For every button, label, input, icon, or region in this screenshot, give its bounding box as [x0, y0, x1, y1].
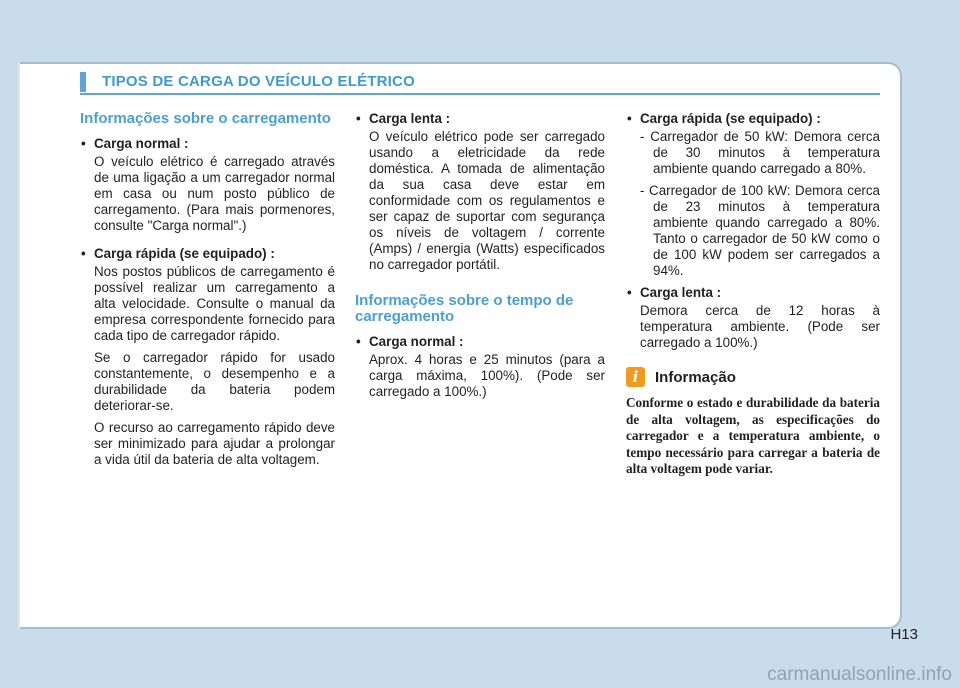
fast-charge-text-2: Se o carregador rápido for usado constantemente, o desempenho e a durabilidade da bateria podem deteriorar-se. [94, 350, 335, 413]
fast-charge-text-3: O recurso ao carregamento rápido deve ser minimizado para ajudar a prolongar a vida útil da bateria de alta voltagem. [94, 420, 335, 467]
heading-charging-info: Informações sobre o carregamento [80, 110, 331, 127]
normal-charge-time-text: Aprox. 4 horas e 25 minutos (para a carga máxima, 100%). (Pode ser carregado a 100%.) [369, 352, 605, 399]
column-1 [80, 111, 335, 474]
normal-charge-text: O veículo elétrico é carregado através de uma ligação a um carregador normal em casa ou num posto público de carregamento. (Para mais pormenores, consulte "Carga normal".) [94, 154, 335, 233]
info-title: Informação [655, 369, 736, 386]
watermark: carmanualsonline.info [767, 664, 952, 685]
bullet-fast-charge-time: • Carga rápida (se equipado) : [626, 111, 880, 127]
page-number: H13 [890, 626, 918, 643]
column-3 [626, 111, 880, 478]
info-text: Conforme o estado e durabilidade da bateria de alta voltagem, as especificações do carregador e a temperatura ambiente, o tempo necessário para carregar a bateria de alta voltagem pode variar. [626, 395, 880, 477]
slow-charge-time-text: Demora cerca de 12 horas à temperatura ambiente. (Pode ser carregado a 100%.) [640, 303, 880, 350]
bullet-normal-charge-time: • Carga normal : [355, 334, 605, 350]
fast-charge-50kw-item: - Carregador de 50 kW: Demora cerca de 30 minutos à temperatura ambiente quando carregado a 80%. [640, 129, 880, 176]
section-header [80, 71, 880, 93]
info-box-header [626, 367, 880, 389]
fast-charge-text-1: Nos postos públicos de carregamento é possível realizar um carregamento a alta velocidade. Consulte o manual da empresa correspondente fornecido para cada tipo de carregador rápido. [94, 264, 335, 343]
fast-charge-100kw-item: - Carregador de 100 kW: Demora cerca de 23 minutos à temperatura ambiente quando carregado a 80%. Tanto o carregador de 50 kW como o de 100 kW podem ser carregados a 94%. [640, 183, 880, 278]
bullet-fast-charge: • Carga rápida (se equipado) : [80, 246, 335, 262]
heading-charging-time: Informações sobre o tempo de carregamento [355, 292, 574, 325]
section-title: TIPOS DE CARGA DO VEÍCULO ELÉTRICO [102, 73, 415, 90]
info-icon: i [626, 367, 645, 387]
column-2 [355, 111, 605, 406]
slow-charge-text: O veículo elétrico pode ser carregado usando a eletricidade da rede doméstica. A tomada de alimentação da sua casa deve estar em conformidade com os regulamentos e ser capaz de suportar com segurança os níveis de voltagem / corrente (Amps) / energia (Watts) especificados no carregador portátil. [369, 129, 605, 272]
header-accent-bar [80, 72, 86, 92]
header-rule [80, 93, 880, 95]
bullet-normal-charge: • Carga normal : [80, 136, 335, 152]
bullet-slow-charge: • Carga lenta : [355, 111, 605, 127]
bullet-slow-charge-time: • Carga lenta : [626, 285, 880, 301]
